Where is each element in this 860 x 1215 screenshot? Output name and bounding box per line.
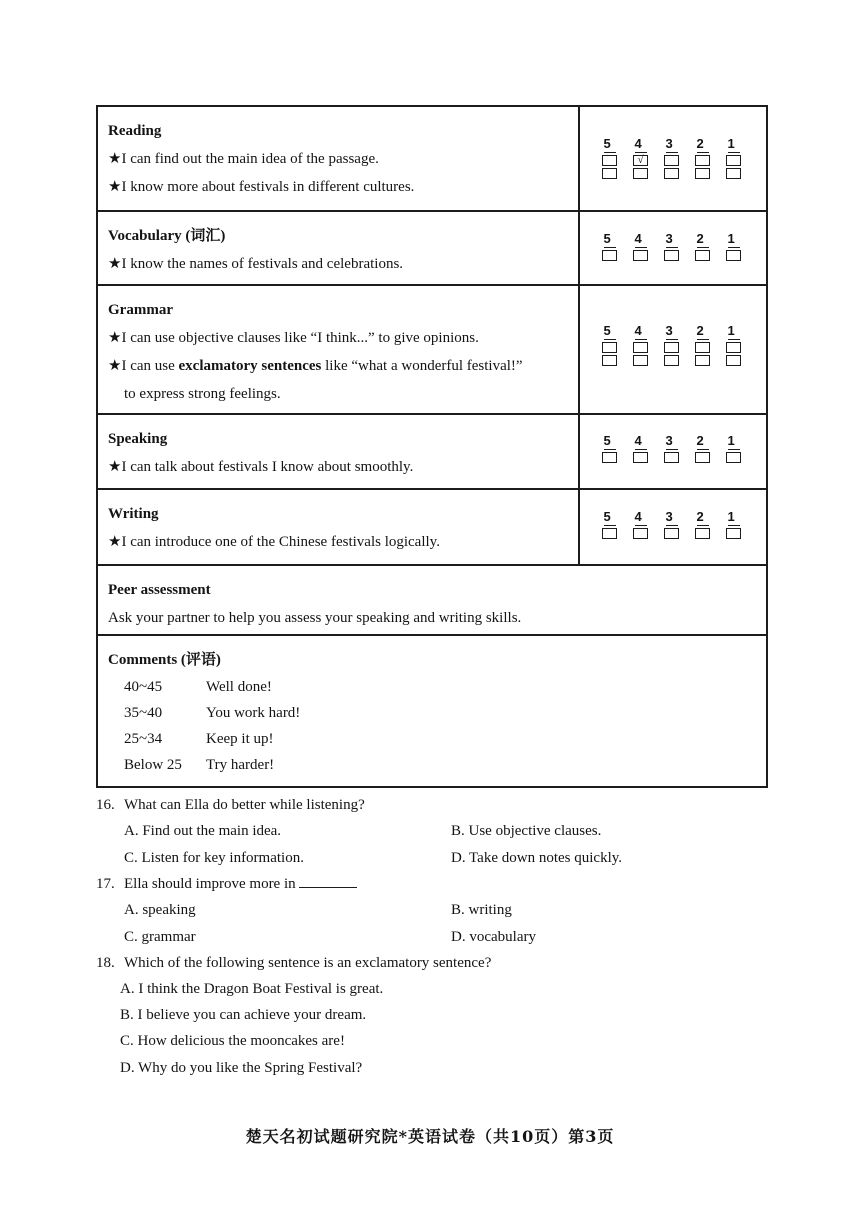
rating-column	[693, 137, 712, 179]
rating-score-label: 5	[604, 324, 616, 340]
writing-item-1: ★I can introduce one of the Chinese festivals logically.	[108, 534, 440, 550]
question-18-stem	[96, 950, 491, 976]
rating-score-label: 2	[697, 434, 709, 450]
comment-line	[108, 674, 756, 700]
grammar-rating	[600, 324, 743, 366]
grammar-heading: Grammar	[108, 302, 173, 318]
rating-checkbox[interactable]	[602, 168, 617, 179]
rating-checkbox[interactable]	[633, 250, 648, 261]
comment-range: 35~40	[124, 705, 163, 721]
rating-checkbox[interactable]	[633, 528, 648, 539]
rating-score-label: 2	[697, 324, 709, 340]
rating-score-label: 5	[604, 510, 616, 526]
rating-score-label: 5	[604, 232, 616, 248]
rating-score-label: 2	[697, 137, 709, 153]
rating-score-label: 4	[635, 137, 647, 153]
rating-checkbox[interactable]	[664, 155, 679, 166]
writing-rating	[600, 510, 743, 539]
comment-range: Below 25	[124, 757, 182, 773]
rating-score-label: 1	[728, 232, 740, 248]
rating-column	[724, 232, 743, 261]
question-number: 16.	[96, 797, 115, 813]
rating-column	[724, 324, 743, 366]
comment-range: 25~34	[124, 731, 163, 747]
rating-checkbox[interactable]	[602, 452, 617, 463]
rating-checkbox[interactable]	[664, 528, 679, 539]
rating-column	[662, 137, 681, 179]
rating-column	[600, 324, 619, 366]
question-16-option-c[interactable]: C. Listen for key information.	[124, 850, 304, 866]
rating-score-label: 3	[666, 232, 678, 248]
rating-checkbox[interactable]	[664, 168, 679, 179]
rating-checkbox[interactable]	[664, 452, 679, 463]
grammar-item-2-post: like “what a wonderful festival!”	[321, 358, 523, 374]
question-18-option-a[interactable]: A. I think the Dragon Boat Festival is great.	[120, 981, 384, 997]
vocabulary-rating	[600, 232, 743, 261]
rating-column	[693, 434, 712, 463]
rating-column	[693, 510, 712, 539]
question-16-option-b[interactable]: B. Use objective clauses.	[451, 823, 602, 839]
comment-text: Try harder!	[206, 757, 275, 773]
rating-checkbox[interactable]: √	[633, 155, 648, 166]
rating-column	[631, 434, 650, 463]
rating-score-label: 1	[728, 324, 740, 340]
question-17-stem	[96, 871, 357, 897]
rating-checkbox[interactable]	[695, 355, 710, 366]
rating-column	[600, 137, 619, 179]
rating-checkbox[interactable]	[726, 155, 741, 166]
comments-heading: Comments (评语)	[108, 652, 221, 668]
reading-heading: Reading	[108, 123, 162, 139]
rating-checkbox[interactable]	[695, 342, 710, 353]
rating-column	[693, 324, 712, 366]
rating-column	[631, 232, 650, 261]
rating-column	[724, 434, 743, 463]
rating-score-label: 4	[635, 434, 647, 450]
writing-row	[97, 489, 767, 565]
peer-row	[97, 565, 767, 635]
speaking-heading: Speaking	[108, 431, 168, 447]
rating-score-label: 5	[604, 137, 616, 153]
rating-score-label: 5	[604, 434, 616, 450]
rating-checkbox[interactable]	[633, 452, 648, 463]
rating-score-label: 4	[635, 232, 647, 248]
vocabulary-heading: Vocabulary (词汇)	[108, 228, 226, 244]
comment-range: 40~45	[124, 679, 163, 695]
rating-score-label: 4	[635, 324, 647, 340]
rating-score-label: 2	[697, 232, 709, 248]
rating-checkbox[interactable]	[726, 452, 741, 463]
rating-score-label: 1	[728, 510, 740, 526]
grammar-item-1: ★I can use objective clauses like “I think...” to give opinions.	[108, 330, 479, 346]
grammar-row	[97, 285, 767, 414]
rating-score-label: 3	[666, 324, 678, 340]
rating-score-label: 4	[635, 510, 647, 526]
grammar-item-2	[108, 352, 568, 380]
question-number: 18.	[96, 955, 115, 971]
rating-column	[600, 232, 619, 261]
comment-line	[108, 726, 756, 752]
speaking-item-1: ★I can talk about festivals I know about smoothly.	[108, 459, 414, 475]
rating-column	[662, 324, 681, 366]
question-text: Which of the following sentence is an exclamatory sentence?	[124, 955, 492, 971]
rating-column	[724, 510, 743, 539]
writing-heading: Writing	[108, 506, 159, 522]
rating-checkbox[interactable]	[602, 155, 617, 166]
reading-item-2: ★I know more about festivals in different cultures.	[108, 179, 415, 195]
grammar-item-2-bold: exclamatory sentences	[178, 358, 322, 374]
comment-line	[108, 752, 756, 778]
rating-column	[693, 232, 712, 261]
rating-checkbox[interactable]	[726, 342, 741, 353]
peer-heading: Peer assessment	[108, 582, 211, 598]
rating-column	[631, 510, 650, 539]
grammar-item-2-pre: ★I can use	[108, 358, 179, 374]
rating-checkbox[interactable]	[664, 250, 679, 261]
question-18-option-d[interactable]: D. Why do you like the Spring Festival?	[120, 1060, 363, 1076]
reading-row	[97, 106, 767, 211]
question-18-option-b[interactable]: B. I believe you can achieve your dream.	[120, 1007, 367, 1023]
rating-checkbox[interactable]	[695, 168, 710, 179]
rating-checkbox[interactable]	[602, 250, 617, 261]
question-18-option-c[interactable]: C. How delicious the mooncakes are!	[120, 1033, 345, 1049]
rating-score-label: 1	[728, 434, 740, 450]
rating-column	[724, 137, 743, 179]
question-16-option-a[interactable]: A. Find out the main idea.	[124, 823, 282, 839]
comment-line	[108, 700, 756, 726]
question-16-stem	[96, 792, 365, 818]
comment-text: Keep it up!	[206, 731, 274, 747]
rating-score-label: 2	[697, 510, 709, 526]
speaking-row	[97, 414, 767, 489]
speaking-rating	[600, 434, 743, 463]
comments-row	[97, 635, 767, 787]
rating-checkbox[interactable]	[633, 342, 648, 353]
rating-score-label: 3	[666, 510, 678, 526]
rating-checkbox[interactable]	[633, 168, 648, 179]
rating-column	[600, 434, 619, 463]
question-text: Ella should improve more in	[124, 876, 296, 892]
vocabulary-row	[97, 211, 767, 285]
question-17-option-c[interactable]: C. grammar	[124, 929, 196, 945]
page-footer: 楚天名初试题研究院*英语试卷（共10页）第3页	[245, 1127, 615, 1146]
rating-checkbox[interactable]	[695, 155, 710, 166]
rating-checkbox[interactable]	[602, 342, 617, 353]
rating-checkbox[interactable]	[633, 355, 648, 366]
rating-score-label: 3	[666, 434, 678, 450]
vocabulary-item-1: ★I know the names of festivals and celebrations.	[108, 256, 404, 272]
question-16-option-d[interactable]: D. Take down notes quickly.	[451, 850, 623, 866]
question-number: 17.	[96, 876, 115, 892]
rating-column	[631, 137, 650, 179]
rating-checkbox[interactable]	[602, 528, 617, 539]
rating-checkbox[interactable]	[695, 250, 710, 261]
comment-text: You work hard!	[206, 705, 301, 721]
question-17-option-d[interactable]: D. vocabulary	[451, 929, 536, 945]
rating-checkbox[interactable]	[726, 168, 741, 179]
grammar-item-2-cont: to express strong feelings.	[124, 386, 281, 402]
rating-checkbox[interactable]	[726, 250, 741, 261]
rating-score-label: 1	[728, 137, 740, 153]
reading-item-1: ★I can find out the main idea of the passage.	[108, 151, 379, 167]
question-17-option-a[interactable]: A. speaking	[124, 902, 196, 918]
peer-text: Ask your partner to help you assess your speaking and writing skills.	[108, 610, 522, 626]
comment-text: Well done!	[206, 679, 272, 695]
rating-checkbox[interactable]	[664, 355, 679, 366]
self-assessment-table	[96, 105, 768, 788]
question-17-option-b[interactable]: B. writing	[451, 902, 512, 918]
rating-column	[631, 324, 650, 366]
rating-checkbox[interactable]	[695, 452, 710, 463]
rating-checkbox[interactable]	[664, 342, 679, 353]
rating-column	[662, 434, 681, 463]
rating-score-label: 3	[666, 137, 678, 153]
rating-checkbox[interactable]	[726, 355, 741, 366]
rating-column	[600, 510, 619, 539]
rating-column	[662, 232, 681, 261]
rating-checkbox[interactable]	[602, 355, 617, 366]
answer-blank[interactable]	[299, 873, 357, 888]
reading-rating	[600, 137, 743, 179]
rating-checkbox[interactable]	[726, 528, 741, 539]
rating-column	[662, 510, 681, 539]
rating-checkbox[interactable]	[695, 528, 710, 539]
question-text: What can Ella do better while listening?	[124, 797, 365, 813]
